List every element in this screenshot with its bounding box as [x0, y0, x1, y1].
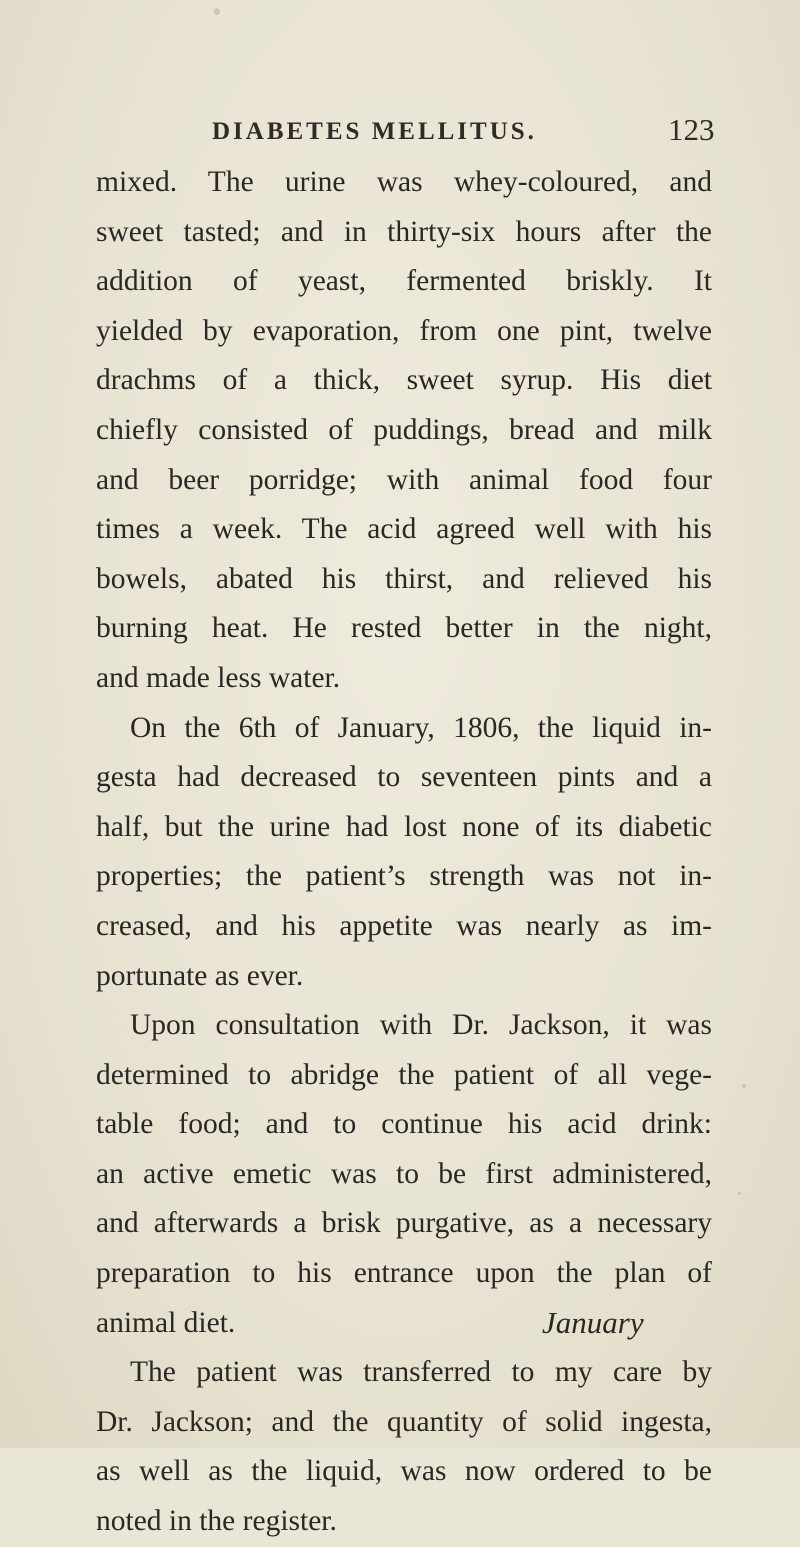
text-line: sweet tasted; and in thirty-six hours after the	[96, 215, 712, 248]
catchword: January	[542, 1305, 644, 1340]
text-line: Upon consultation with Dr. Jackson, it was	[130, 1009, 712, 1042]
text-line: as well as the liquid, was now ordered to be	[96, 1455, 712, 1488]
text-line: properties; the patient’s strength was not in-	[96, 860, 712, 893]
paper-blemish	[742, 1084, 746, 1088]
text-line: creased, and his appetite was nearly as im-	[96, 909, 712, 942]
text-line: Dr. Jackson; and the quantity of solid ingesta,	[96, 1405, 712, 1438]
text-line: half, but the urine had lost none of its diabetic	[96, 810, 712, 843]
text-line: gesta had decreased to seventeen pints and a	[96, 761, 712, 794]
paragraph-1	[96, 158, 712, 704]
text-line: table food; and to continue his acid drink:	[96, 1108, 712, 1141]
running-title: DIABETES MELLITUS.	[212, 118, 537, 145]
paper-blemish	[738, 1192, 741, 1195]
text-line: mixed. The urine was whey-coloured, and	[96, 166, 712, 198]
text-line: burning heat. He rested better in the night,	[96, 612, 712, 645]
text-line: and made less water.	[96, 661, 341, 694]
text-line: yielded by evaporation, from one pint, twelve	[96, 314, 712, 347]
text-line: determined to abridge the patient of all vege-	[96, 1058, 712, 1091]
text-line: an active emetic was to be first administered,	[96, 1157, 712, 1190]
paragraph-4	[96, 1348, 712, 1546]
page-number: 123	[668, 112, 715, 147]
text-line: drachms of a thick, sweet syrup. His diet	[96, 364, 712, 397]
text-line: preparation to his entrance upon the plan of	[96, 1257, 712, 1290]
text-line: bowels, abated his thirst, and relieved his	[96, 562, 712, 595]
text-line: animal diet.	[96, 1306, 236, 1339]
text-line: and afterwards a brisk purgative, as a necessary	[96, 1207, 712, 1240]
text-line: chiefly consisted of puddings, bread and milk	[96, 413, 712, 446]
text-line: portunate as ever.	[96, 959, 304, 992]
text-line: noted in the register.	[96, 1505, 337, 1538]
paragraph-2	[96, 704, 712, 1002]
text-line: On the 6th of January, 1806, the liquid in-	[130, 711, 712, 744]
paragraph-3	[96, 1001, 712, 1348]
text-line: and beer porridge; with animal food four	[96, 463, 712, 496]
text-line: times a week. The acid agreed well with his	[96, 513, 712, 546]
text-line: addition of yeast, fermented briskly. It	[96, 265, 712, 298]
text-line: The patient was transferred to my care by	[130, 1356, 712, 1389]
paper-blemish	[214, 8, 220, 15]
